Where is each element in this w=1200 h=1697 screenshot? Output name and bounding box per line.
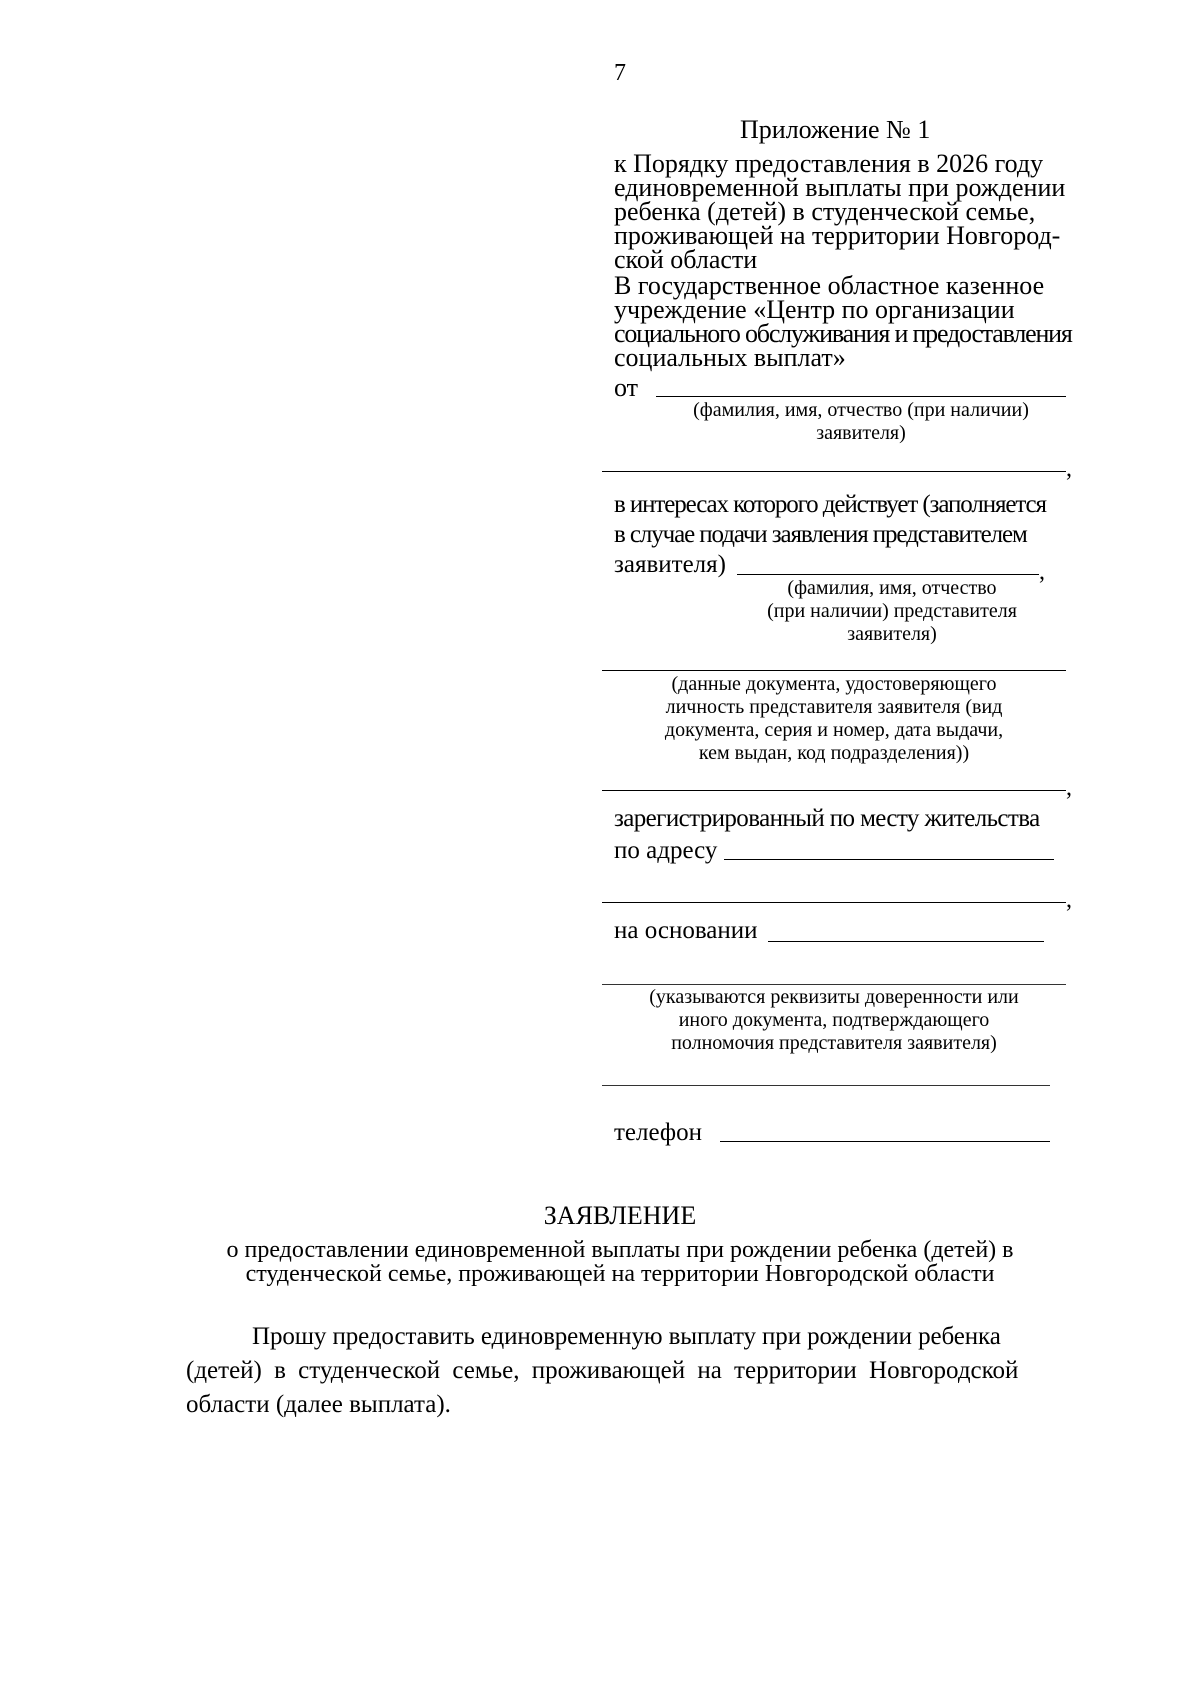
basis-continuation-field[interactable] bbox=[602, 984, 1066, 985]
addressee-line: социальных выплат» bbox=[614, 343, 846, 372]
appendix-title: Приложение № 1 bbox=[740, 115, 931, 144]
address-field[interactable] bbox=[724, 859, 1054, 860]
phone-label: телефон bbox=[614, 1119, 702, 1146]
hint-line: (данные документа, удостоверяющего bbox=[671, 673, 997, 695]
registered-text: зарегистрированный по месту жительства bbox=[614, 805, 1040, 832]
hint-line: документа, серия и номер, дата выдачи, bbox=[664, 719, 1004, 741]
applicant-name-continuation-field[interactable] bbox=[602, 471, 1066, 472]
hint-line: заявителя) bbox=[816, 422, 906, 444]
statement-heading: ЗАЯВЛЕНИЕ bbox=[543, 1201, 697, 1230]
basis-label: на основании bbox=[614, 917, 758, 944]
hint-line: полномочия представителя заявителя) bbox=[671, 1032, 997, 1054]
appendix-subtitle-line: к Порядку предоставления в 2026 году bbox=[614, 149, 1044, 178]
comma: , bbox=[1066, 456, 1072, 482]
statement-subheading bbox=[160, 1238, 1080, 1286]
hint-line: (указываются реквизиты доверенности или bbox=[649, 986, 1019, 1008]
addressee-line: учреждение «Центр по организации bbox=[614, 295, 1015, 324]
addressee-block bbox=[614, 271, 1084, 372]
document-hint bbox=[602, 673, 1066, 765]
body-line: области (далее выплата). bbox=[186, 1391, 451, 1418]
hint-line: (фамилия, имя, отчество bbox=[787, 577, 997, 599]
page-number: 7 bbox=[614, 60, 626, 86]
subheading-line: студенческой семье, проживающей на территории Новгородской области bbox=[245, 1261, 995, 1287]
representative-line: в интересах которого действует (заполняется bbox=[614, 491, 1046, 518]
representative-text bbox=[614, 490, 1084, 550]
addressee-line: В государственное областное казенное bbox=[614, 271, 1045, 300]
applicant-name-field[interactable] bbox=[656, 396, 1066, 397]
comma: , bbox=[1066, 887, 1072, 913]
hint-line: (при наличии) представителя bbox=[767, 600, 1017, 622]
appendix-subtitle-line: проживающей на территории Новгород- bbox=[614, 221, 1061, 250]
appendix-subtitle bbox=[614, 149, 1074, 274]
comma: , bbox=[1039, 559, 1045, 585]
representative-line: в случае подачи заявления представителем bbox=[614, 521, 1027, 548]
basis-hint bbox=[602, 986, 1066, 1055]
hint-line: заявителя) bbox=[847, 623, 937, 645]
body-line: Прошу предоставить единовременную выплату при рождении ребенка bbox=[252, 1323, 1001, 1350]
body-line: (детей) в студенческой семье, проживающей на территории Новгородской bbox=[186, 1357, 1019, 1384]
statement-body bbox=[186, 1320, 1056, 1422]
hint-line: кем выдан, код подразделения)) bbox=[698, 742, 970, 764]
representative-document-continuation-field[interactable] bbox=[602, 790, 1066, 791]
basis-field[interactable] bbox=[768, 941, 1044, 942]
address-continuation-field[interactable] bbox=[602, 902, 1066, 903]
from-hint bbox=[656, 399, 1066, 445]
representative-document-field[interactable] bbox=[602, 670, 1066, 671]
phone-field[interactable] bbox=[720, 1141, 1050, 1142]
hint-line: личность представителя заявителя (вид bbox=[665, 696, 1003, 718]
addressee-line: социального обслуживания и предоставления bbox=[614, 319, 1072, 348]
subheading-line: о предоставлении единовременной выплаты при рождении ребенка (детей) в bbox=[226, 1237, 1014, 1263]
representative-hint bbox=[737, 577, 1047, 646]
representative-label: заявителя) bbox=[614, 551, 726, 578]
appendix-subtitle-line: ской области bbox=[614, 245, 758, 274]
appendix-subtitle-line: ребенка (детей) в студенческой семье, bbox=[614, 197, 1036, 226]
address-label: по адресу bbox=[614, 837, 718, 864]
appendix-subtitle-line: единовременной выплаты при рождении bbox=[614, 173, 1066, 202]
from-label: от bbox=[614, 373, 639, 402]
representative-name-field[interactable] bbox=[737, 574, 1039, 575]
hint-line: иного документа, подтверждающего bbox=[678, 1009, 990, 1031]
hint-line: (фамилия, имя, отчество (при наличии) bbox=[693, 399, 1029, 421]
basis-extra-field[interactable] bbox=[602, 1085, 1050, 1086]
comma: , bbox=[1066, 775, 1072, 801]
